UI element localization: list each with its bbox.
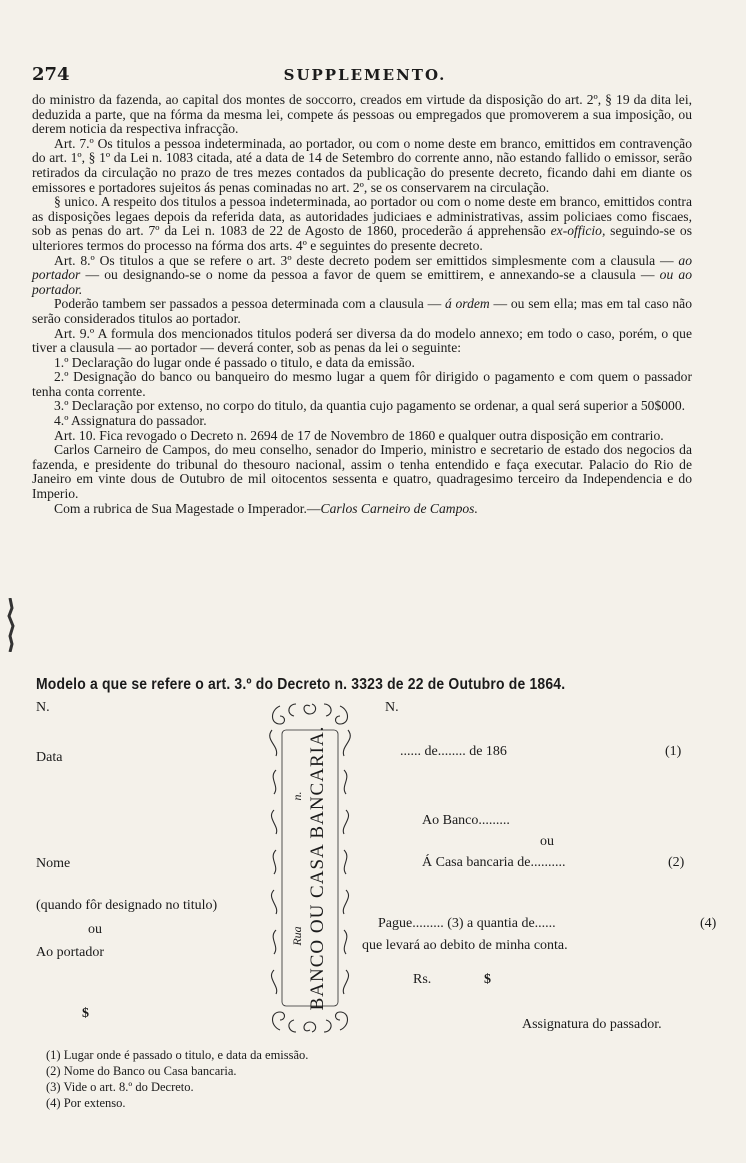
article-9: Art. 9.º A formula dos mencionados titulos poderá ser diversa da do modelo annexo; em todo o caso, porém, o que tiver a clausula — ao portador — deverá conter, sob as penas da lei o seguinte: xyxy=(32,325,692,356)
footnote: (2) Nome do Banco ou Casa bancaria. xyxy=(46,1064,237,1078)
date-line: ...... de........ de 186 xyxy=(400,744,507,759)
paragraph: Carlos Carneiro de Campos, do meu conselho, senador do Imperio, ministro e secretario de estado dos negocios da fazenda, e presidente do tribunal do thesouro nacional, assim o tenha entendido e faça executar. Palacio do Rio de Janeiro em vinte dous de Outubro de mil oitocentos sessenta e quatro, quadragesimo terceiro da Independencia e do Imperio. xyxy=(32,442,692,502)
footnote-ref-1: (1) xyxy=(665,744,682,759)
stub-bearer-label: Ao portador xyxy=(36,945,105,960)
vignette-street-text: Rua xyxy=(290,926,304,946)
article-8: Art. 8.º Os titulos a que se refere o art. 3º deste decreto podem ser emittidos simplesmente com a clausula — ao portador — ou designando-se o nome da pessoa a favor de quem se emittirem, e annexando-se a clausula — ou ao portador. xyxy=(32,252,693,297)
debit-line: que levará ao debito de minha conta. xyxy=(362,938,568,953)
amount-sign: $ xyxy=(484,972,491,987)
paragraph: Poderão tambem ser passados a pessoa determinada com a clausula — á ordem — ou sem ella; mas em tal caso não serão considerados titulos ao portador. xyxy=(32,296,692,326)
stub-amount-sign: $ xyxy=(82,1006,89,1021)
stub-name-label: Nome xyxy=(36,856,71,871)
page-number: 274 xyxy=(32,64,70,85)
stub-date-label: Data xyxy=(36,750,63,765)
pay-line: Pague......... (3) a quantia de...... xyxy=(378,916,556,931)
or-label: ou xyxy=(88,922,102,937)
footnote-ref-4: (4) xyxy=(700,916,717,931)
decree-text xyxy=(32,93,692,516)
signature-line: Com a rubrica de Sua Magestade o Imperador.—Carlos Carneiro de Campos. xyxy=(54,500,478,516)
paragraph-unico: § unico. A respeito dos titulos a pessoa indeterminada, ao portador ou com o nome deste em branco, emittidos contra as disposições legaes depois da referida data, as autoridades judiciaes e administrativas, assim policiaes como fiscaes, sob as penas do art. 7º da Lei n. 1083 de 22 de Agosto de 1860, procederão á apprehensão ex-officio, seguindo-se os ulteriores termos do processo na fórma dos arts. 4º e seguintes do presente decreto. xyxy=(32,194,693,253)
list-item: 4.º Assignatura do passador. xyxy=(54,413,207,429)
footnote: (3) Vide o art. 8.º do Decreto. xyxy=(46,1080,194,1094)
drawer-signature-label: Assignatura do passador. xyxy=(522,1017,662,1032)
running-title: SUPPLEMENTO. xyxy=(283,66,447,84)
or-label: ou xyxy=(540,834,554,849)
cheque-number: N. xyxy=(385,700,399,715)
page-edge-mark-icon xyxy=(4,598,18,652)
footnote: (4) Por extenso. xyxy=(46,1096,126,1110)
footnote: (1) Lugar onde é passado o titulo, e data da emissão. xyxy=(46,1048,309,1062)
stub-number: N. xyxy=(36,700,50,715)
list-item: 2.º Designação do banco ou banqueiro do mesmo lugar a quem fôr dirigido o pagamento e com quem o passador tenha conta corrente. xyxy=(32,369,692,399)
amount-label: Rs. xyxy=(413,972,432,987)
list-item: 1.º Declaração do lugar onde é passado o titulo, e data da emissão. xyxy=(54,354,415,370)
paragraph: do ministro da fazenda, ao capital dos montes de soccorro, creados em virtude da disposição do art. 2º, § 19 da dita lei, deduzida a parte, que na fórma da mesma lei, compete ás pessoas ou empregados que promoverem a sua imposição, ou derem noticia da respectiva infracção. xyxy=(32,92,692,137)
list-item: 3.º Declaração por extenso, no corpo do titulo, da quantia cujo pagamento se ordenar, a qual será superior a 50$000. xyxy=(54,398,686,414)
footnotes xyxy=(46,1047,308,1111)
article-7: Art. 7.º Os titulos a pessoa indeterminada, ao portador, ou com o nome deste em branco, emittidos em contravenção do art. 1º, § 1º da Lei n. 1083 citada, até a data de 14 de Setembro do corrente anno, não estando fallido o emissor, serão retirados da circulação no prazo de tres mezes contados da publicação do presente decreto, ficando dahi em diante os emissores e portadores sujeitos ás penas cominadas no art. 2º, se os conservarem na circulação. xyxy=(32,135,692,195)
cheque-model xyxy=(0,700,746,1080)
vignette-bank-text: BANCO OU CASA BANCARIA. xyxy=(307,725,328,1011)
article-10: Art. 10. Fica revogado o Decreto n. 2694 de 17 de Novembro de 1860 e qualquer outra disposição em contrario. xyxy=(54,427,664,443)
ornamental-vignette xyxy=(266,700,354,1036)
stub-designated-label: (quando fôr designado no titulo) xyxy=(36,898,218,913)
vignette-number-text: n. xyxy=(290,791,304,801)
banking-house-line: Á Casa bancaria de.......... xyxy=(422,855,566,870)
page-header xyxy=(32,64,698,86)
footnote-ref-2: (2) xyxy=(668,855,685,870)
bank-line: Ao Banco......... xyxy=(422,813,510,828)
model-heading: Modelo a que se refere o art. 3.º do Decreto n. 3323 de 22 de Outubro de 1864. xyxy=(36,676,566,693)
